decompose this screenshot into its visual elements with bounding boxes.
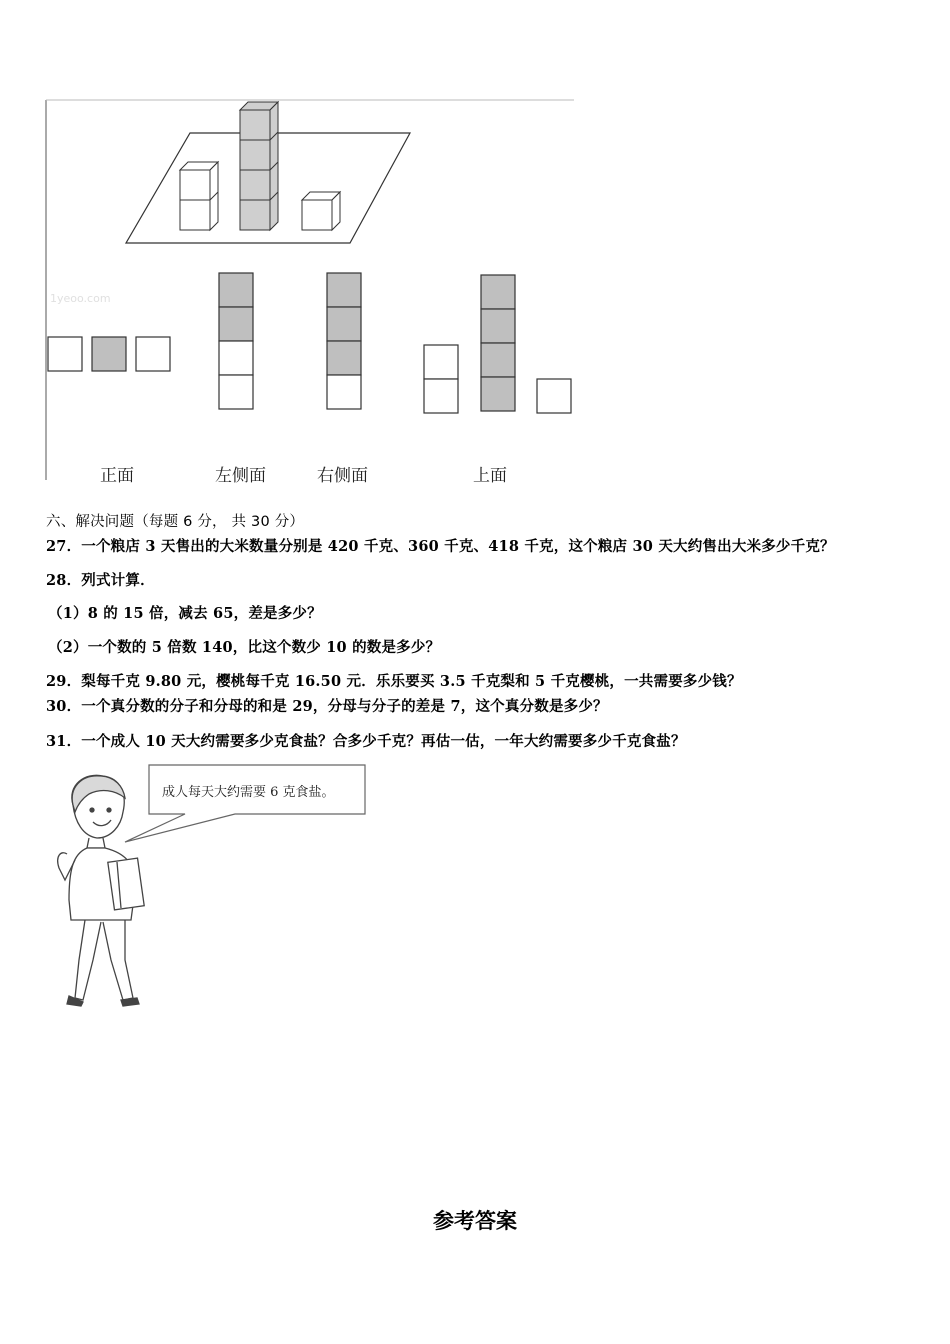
- label-left-side-view: 左侧面: [215, 466, 266, 486]
- label-top-view: 上面: [473, 466, 507, 486]
- man-figure: [58, 775, 144, 1006]
- cube-single-right: [302, 192, 340, 230]
- label-right-side-view: 右侧面: [317, 466, 368, 486]
- top-view: [424, 275, 571, 413]
- question-30: 30．一个真分数的分子和分母的和是 29，分母与分子的差是 7，这个真分数是多少？: [46, 698, 608, 715]
- svg-text:1yeoo.com: 1yeoo.com: [50, 292, 111, 305]
- section-heading: 六、解决问题（每题 6 分， 共 30 分）: [46, 514, 305, 530]
- question-27: 27．一个粮店 3 天售出的大米数量分别是 420 千克、360 千克、418 千克，这个粮店 30 天大约售出大米多少千克？: [46, 538, 835, 555]
- cube-views-diagram: [40, 95, 580, 495]
- question-31: 31．一个成人 10 天大约需要多少克食盐？合多少千克？再估一估，一年大约需要多少千克食盐？: [46, 733, 686, 750]
- right-side-view: [327, 273, 361, 409]
- question-28-part-2: （2）一个数的 5 倍数 140，比这个数少 10 的数是多少？: [48, 639, 441, 656]
- question-28-part-1: （1）8 的 15 倍，减去 65，差是多少？: [48, 605, 322, 622]
- front-view: [48, 337, 170, 371]
- speech-bubble-text: 成人每天大约需要 6 克食盐。: [162, 785, 335, 800]
- label-front-view: 正面: [100, 466, 134, 486]
- question-29: 29．梨每千克 9.80 元，樱桃每千克 16.50 元．乐乐要买 3.5 千克梨和 5 千克樱桃，一共需要多少钱？: [46, 673, 742, 690]
- question-28: 28．列式计算．: [46, 572, 155, 589]
- cube-stack-left: [180, 162, 218, 230]
- cube-stack-middle: [240, 102, 278, 230]
- speech-bubble: [125, 765, 365, 842]
- left-side-view: [219, 273, 253, 409]
- cube-views-figure: [40, 95, 580, 495]
- answers-title: 参考答案: [433, 1209, 517, 1233]
